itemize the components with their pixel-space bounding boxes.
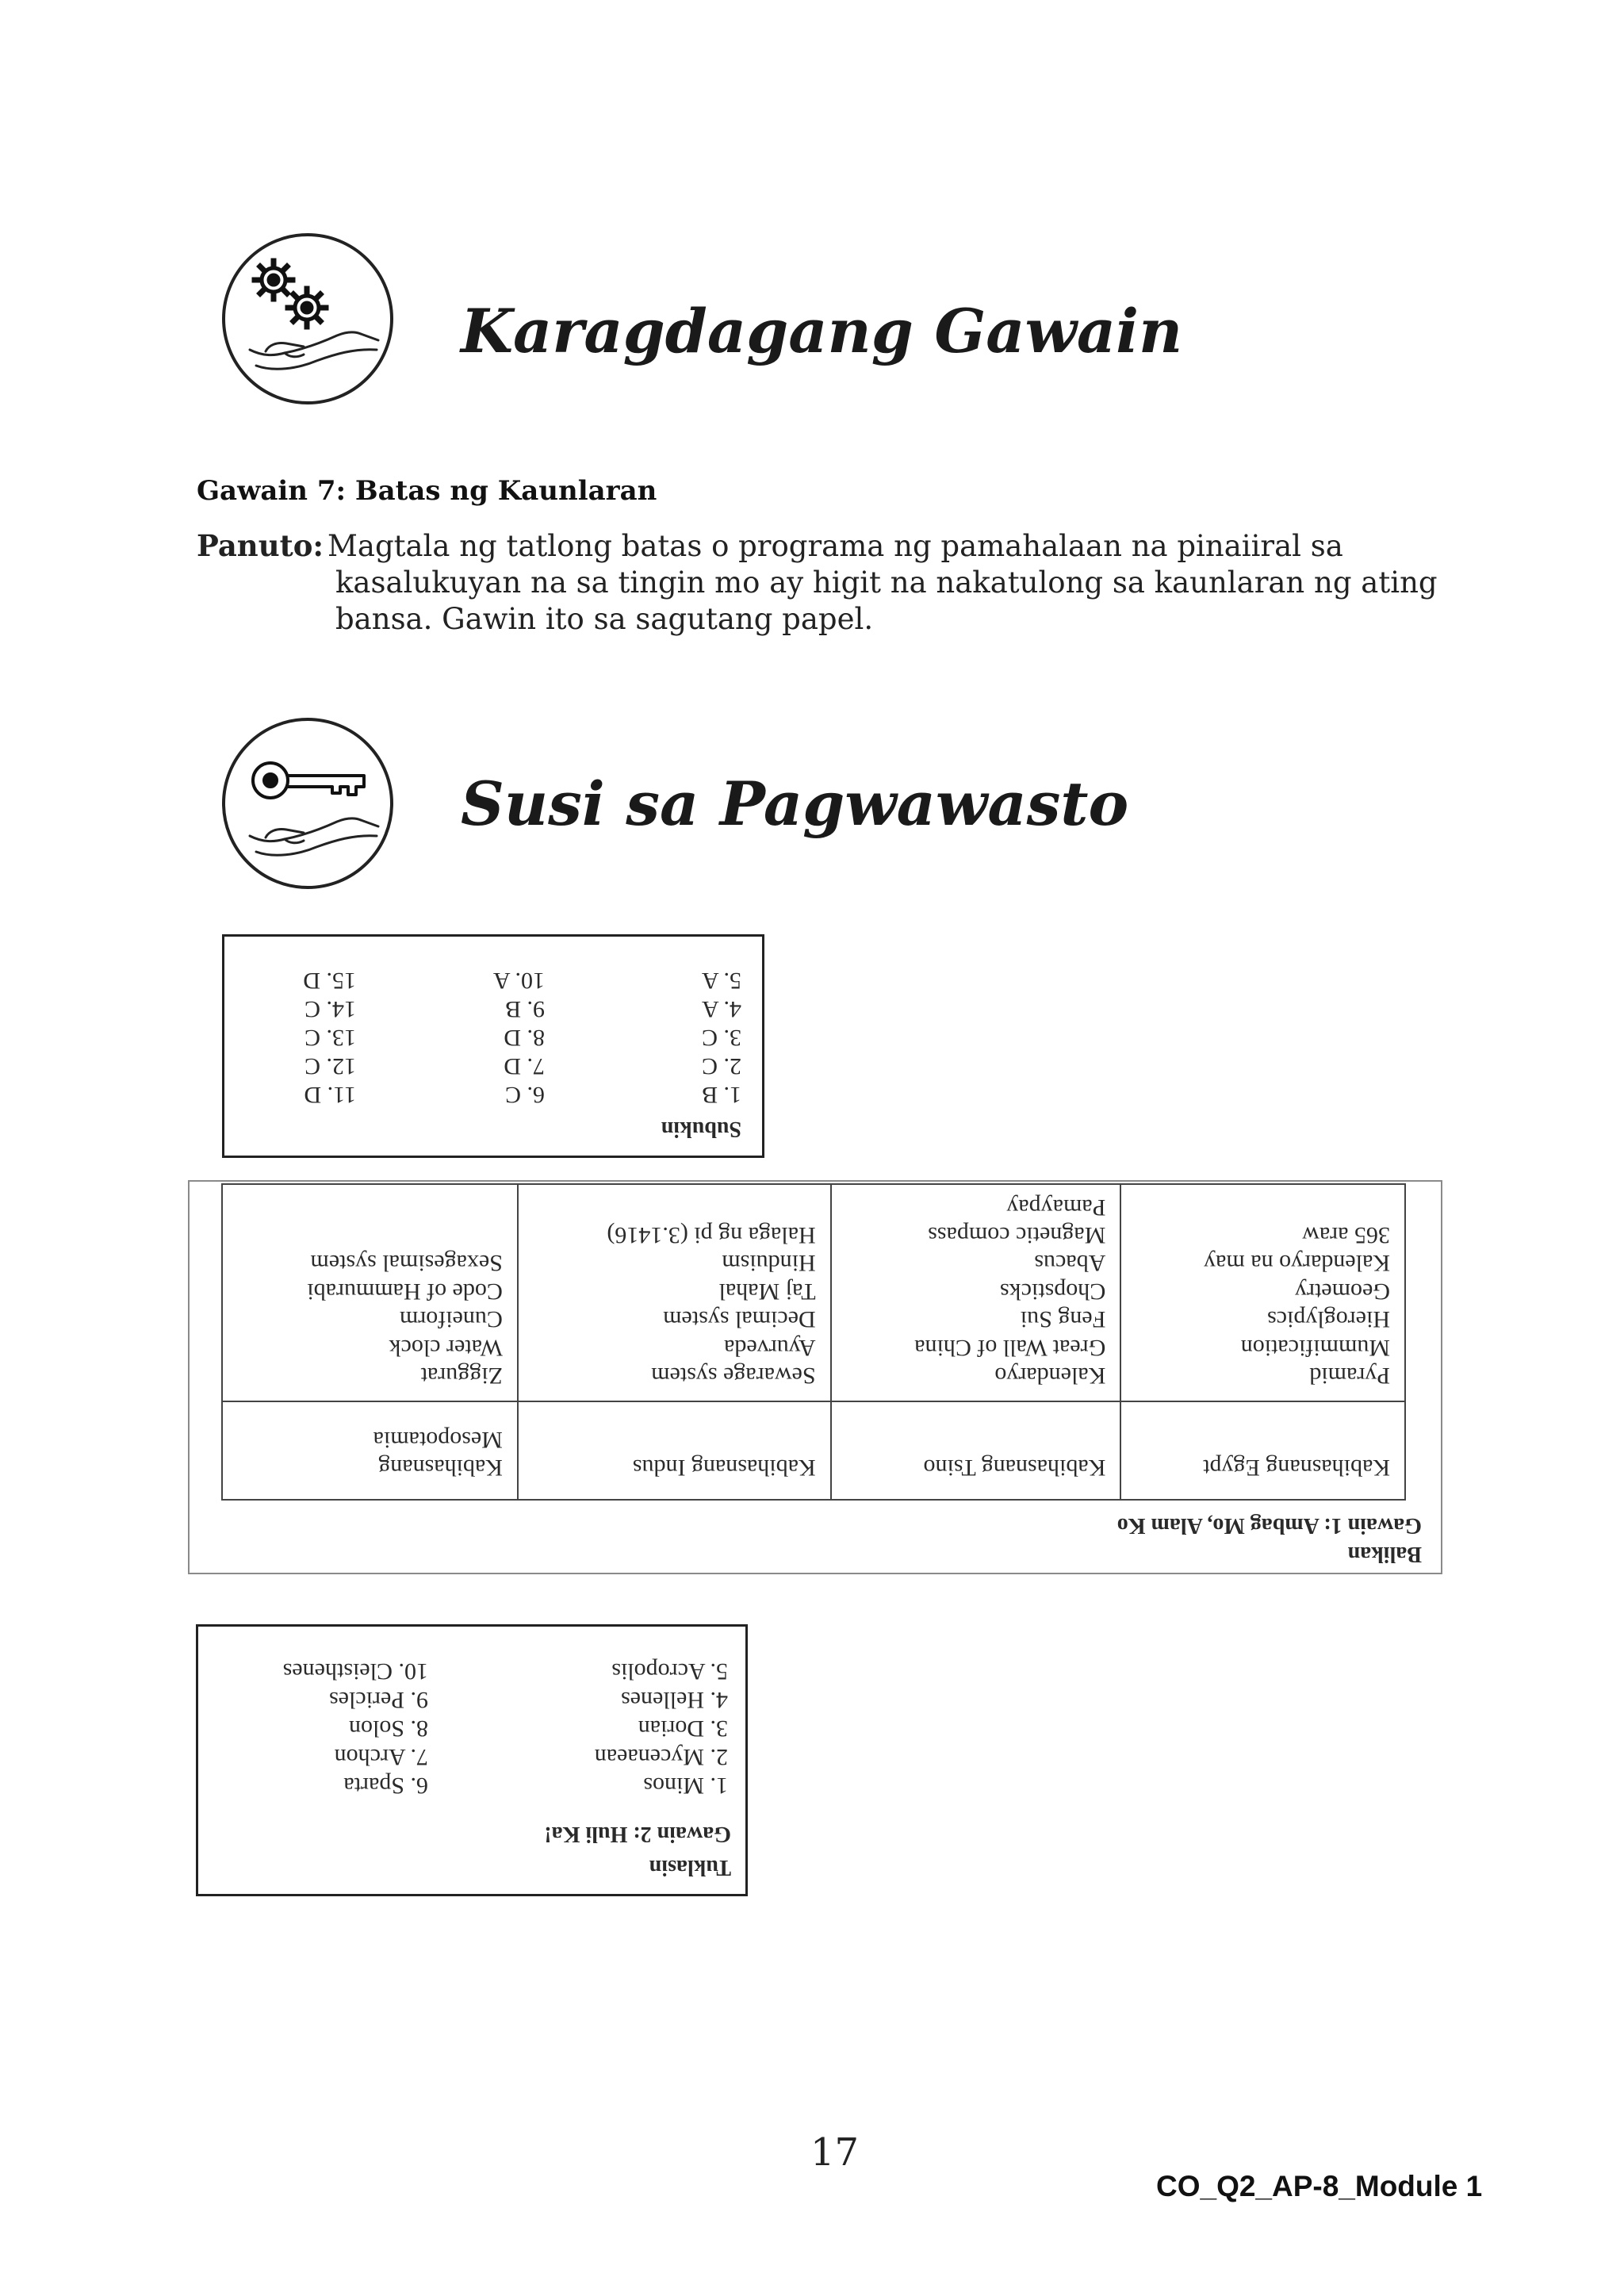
balikan-header-indus: Kabihasnang Indus: [518, 1401, 831, 1500]
tuklasin-answer-1: 1. Minos: [643, 1773, 728, 1799]
balikan-subtitle: Gawain 1: Ambag Mo, Alam Ko: [1116, 1513, 1422, 1538]
balikan-cell-mesopotamia: Ziggurat Water clock Cuneiform Code of Hammurabi Sexagesimal system: [222, 1184, 518, 1401]
balikan-table: [221, 1183, 1406, 1501]
tuklasin-subtitle: Gawain 2: Huli Ka!: [544, 1822, 731, 1846]
module-code: CO_Q2_AP-8_Module 1: [1156, 2170, 1483, 2202]
subukin-answer-3: 3. C: [701, 1025, 741, 1051]
balikan-title: Balikan: [1347, 1542, 1422, 1566]
subukin-answer-9: 9. B: [504, 996, 545, 1022]
balikan-header-mesopotamia: Kabihasnang Mesopotamia: [222, 1401, 518, 1500]
subukin-answer-14: 14. C: [304, 996, 356, 1022]
panuto-label: Panuto:: [197, 528, 324, 563]
balikan-header-egypt: Kabihasnang Egypt: [1120, 1401, 1405, 1500]
gears-on-hand-icon: [221, 232, 394, 405]
subukin-answer-6: 6. C: [504, 1082, 545, 1108]
subukin-answer-15: 15. D: [303, 968, 356, 994]
balikan-header-tsino: Kabihasnang Tsino: [831, 1401, 1121, 1500]
subukin-answer-12: 12. C: [304, 1053, 356, 1079]
subukin-answer-box: [222, 934, 764, 1158]
panuto-line-2: kasalukuyan na sa tingin mo ay higit na nakatulong sa kaunlaran ng ating: [335, 565, 1438, 600]
balikan-cell-tsino: Kalendaryo Great Wall of China Feng Sui Chopsticks Abacus Magnetic compass Pamaypay: [831, 1184, 1121, 1401]
karagdagang-gawain-header: [0, 0, 1624, 412]
page-number: 17: [810, 2130, 860, 2175]
subukin-answer-7: 7. D: [504, 1053, 545, 1079]
tuklasin-answer-3: 3. Dorian: [638, 1715, 728, 1742]
tuklasin-rotated-content: [198, 1627, 745, 1894]
tuklasin-answer-7: 7. Archon: [334, 1744, 428, 1770]
tuklasin-answer-4: 4. Hellenes: [621, 1687, 728, 1713]
tuklasin-answer-5: 5. Acropolis: [611, 1658, 728, 1685]
subukin-answer-4: 4. A: [701, 996, 741, 1022]
subukin-answer-1: 1. B: [701, 1082, 741, 1108]
subukin-answer-10: 10. A: [492, 968, 545, 994]
subukin-title: Subukin: [661, 1117, 741, 1141]
balikan-rotated-content: [190, 1182, 1441, 1573]
subukin-answer-8: 8. D: [504, 1025, 545, 1051]
tuklasin-answer-2: 2. Mycenaean: [594, 1744, 728, 1770]
panuto-line-1: Magtala ng tatlong batas o programa ng pamahalaan na pinaiiral sa: [327, 529, 1343, 563]
susi-sa-pagwawasto-header: [0, 698, 1624, 912]
activity-title: Gawain 7: Batas ng Kaunlaran: [197, 475, 657, 507]
tuklasin-answer-8: 8. Solon: [348, 1715, 428, 1742]
balikan-answer-box: [188, 1180, 1442, 1574]
balikan-cell-egypt: Pyramid Mummification Hieroglypics Geometry Kalendaryo na may 365 araw: [1120, 1184, 1405, 1401]
tuklasin-answer-box: [196, 1624, 748, 1896]
balikan-table-header-row: [222, 1401, 1405, 1500]
subukin-answer-11: 11. D: [304, 1082, 356, 1108]
tuklasin-answer-9: 9. Pericles: [329, 1687, 428, 1713]
panuto-block: [197, 528, 1465, 642]
panuto-line-3: bansa. Gawin ito sa sagutang papel.: [335, 602, 874, 636]
section-title-susi-sa-pagwawasto: Susi sa Pagwawasto: [461, 769, 1129, 839]
balikan-cell-indus: Sewarage system Ayurveda Decimal system Taj Mahal Hinduism Halaga ng pi (3.1416): [518, 1184, 831, 1401]
key-on-hand-icon: [221, 717, 394, 890]
tuklasin-title: Tuklasin: [649, 1855, 731, 1880]
tuklasin-answer-6: 6. Sparta: [343, 1773, 428, 1799]
tuklasin-answer-10: 10. Cleisthenes: [282, 1658, 428, 1685]
subukin-answer-2: 2. C: [701, 1053, 741, 1079]
subukin-answer-13: 13. C: [304, 1025, 356, 1051]
balikan-table-body-row: [222, 1184, 1405, 1401]
subukin-rotated-content: [224, 937, 762, 1156]
subukin-answer-5: 5. A: [701, 968, 741, 994]
section-title-karagdagang-gawain: Karagdagang Gawain: [461, 296, 1183, 366]
